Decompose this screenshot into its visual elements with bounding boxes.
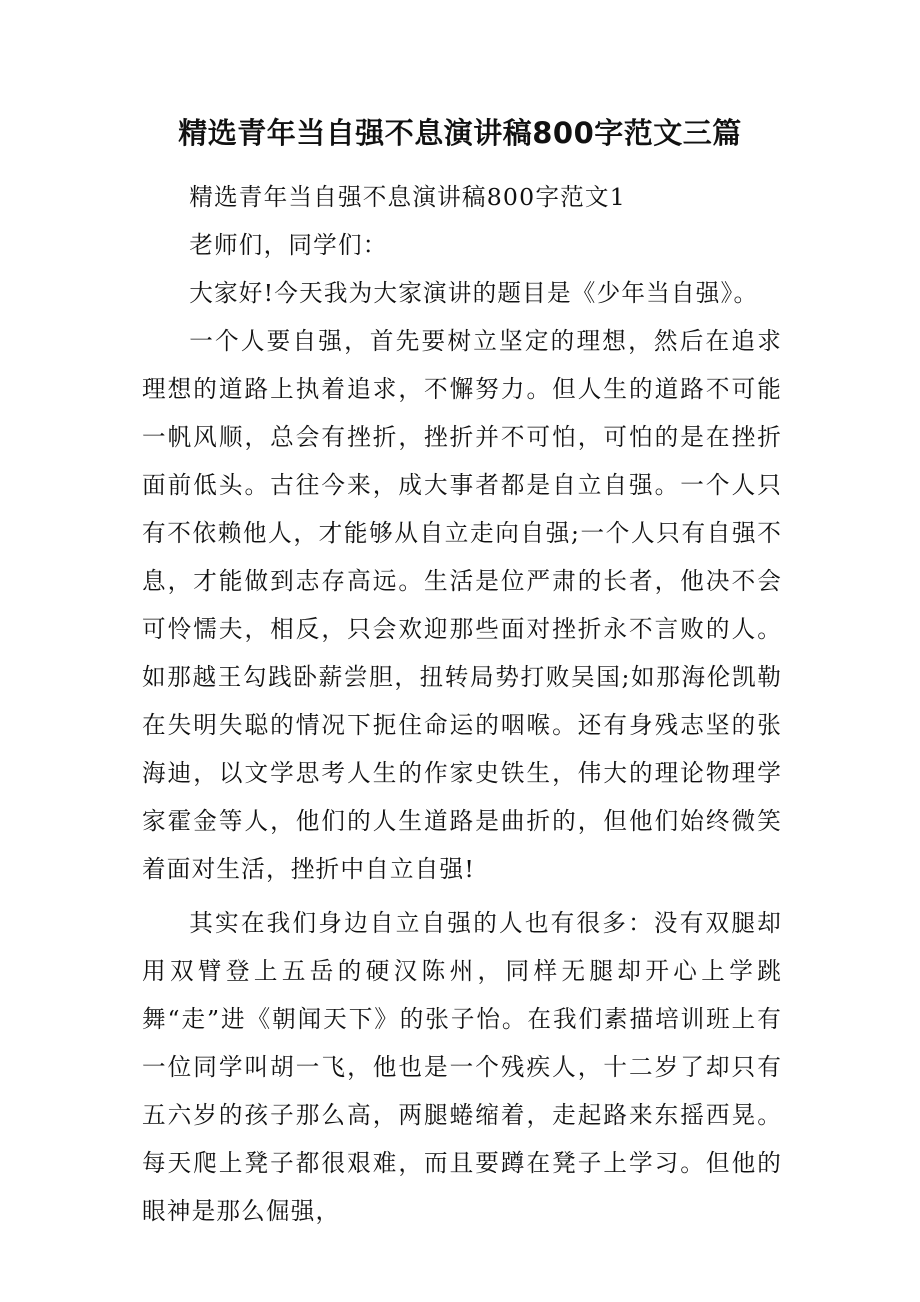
paragraph-body-1: 一个人要自强，首先要树立坚定的理想，然后在追求理想的道路上执着追求，不懈努力。但人生的道路不可能一帆风顺，总会有挫折，挫折并不可怕，可怕的是在挫折面前低头。古往今来，成大事者都是自立自强。一个人只有不依赖他人，才能够从自立走向自强;一个人只有自强不息，才能做到志存高远。生活是位严肃的长者，他决不会可怜懦夫，相反，只会欢迎那些面对挫折永不言败的人。如那越王勾践卧薪尝胆，扭转局势打败吴国;如那海伦凯勒在失明失聪的情况下扼住命运的咽喉。还有身残志坚的张海迪，以文学思考人生的作家史铁生，伟大的理论物理学家霍金等人，他们的人生道路是曲折的，但他们始终微笑着面对生活，挫折中自立自强! <box>142 327 782 883</box>
paragraph-greeting: 大家好!今天我为大家演讲的题目是《少年当自强》。 <box>189 279 759 307</box>
paragraph-body-2: 其实在我们身边自立自强的人也有很多：没有双腿却用双臂登上五岳的硬汉陈州，同样无腿却开心上学跳舞“走”进《朝闻天下》的张子怡。在我们素描培训班上有一位同学叫胡一飞，他也是一个残疾人，十二岁了却只有五六岁的孩子那么高，两腿蜷缩着，走起路来东摇西晃。每天爬上凳子都很艰难，而且要蹲在凳子上学习。但他的眼神是那么倔强， <box>142 909 782 1225</box>
paragraph-subtitle: 精选青年当自强不息演讲稿800字范文1 <box>189 183 626 211</box>
paragraph-salutation: 老师们，同学们： <box>189 231 388 259</box>
document-body <box>142 173 782 1235</box>
document-title: 精选青年当自强不息演讲稿800字范文三篇 <box>178 116 742 150</box>
